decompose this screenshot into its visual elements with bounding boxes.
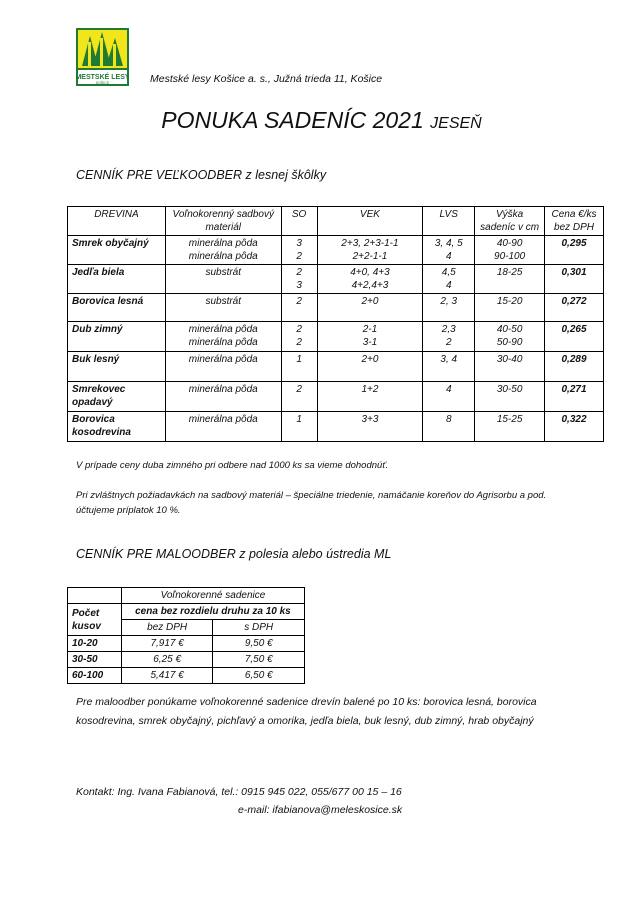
row-count: 10-20 <box>68 636 122 652</box>
row-lvs: 2,3 2 <box>423 322 475 352</box>
row-lvs: 8 <box>423 412 475 442</box>
wholesale-table <box>67 206 604 442</box>
row-price: 0,271 <box>545 382 604 412</box>
row-so: 3 2 <box>281 236 317 265</box>
row-lvs: 3, 4, 5 4 <box>423 236 475 265</box>
table-row <box>68 652 305 668</box>
row-vek: 2-1 3-1 <box>317 322 423 352</box>
row-price: 0,301 <box>545 265 604 294</box>
page-title <box>0 107 643 134</box>
row-name: Borovica kosodrevina <box>68 412 166 442</box>
table-row <box>68 322 604 352</box>
company-logo <box>76 28 129 86</box>
row-material: minerálna pôda <box>165 412 281 442</box>
row-vyska: 40-50 50-90 <box>475 322 545 352</box>
row-so: 2 <box>281 382 317 412</box>
row-lvs: 4,5 4 <box>423 265 475 294</box>
row-vyska: 15-25 <box>475 412 545 442</box>
retail-paragraph: Pre maloodber ponúkame voľnokorenné sadenice drevín balené po 10 ks: borovica lesná, borovica kosodrevina, smrek obyčajný, pichľavý a omorika, jedľa biela, buk lesný, dub zimný, hrab obyčajný <box>76 696 537 727</box>
note-oak-discount: V prípade ceny duba zimného pri odbere nad 1000 ks sa vieme dohodnúť. <box>76 460 389 471</box>
table-row <box>68 668 305 684</box>
title-season: JESEŇ <box>430 115 482 132</box>
row-count: 60-100 <box>68 668 122 684</box>
row-so: 1 <box>281 412 317 442</box>
table-row <box>68 294 604 322</box>
col-vek: VEK <box>317 207 423 236</box>
table-row <box>68 352 604 382</box>
row-without-vat: 6,25 € <box>121 652 213 668</box>
row-material: minerálna pôda minerálna pôda <box>165 236 281 265</box>
row-lvs: 2, 3 <box>423 294 475 322</box>
row-vyska: 30-50 <box>475 382 545 412</box>
row-lvs: 4 <box>423 382 475 412</box>
row-count: 30-50 <box>68 652 122 668</box>
row-material: substrát <box>165 265 281 294</box>
row-without-vat: 5,417 € <box>121 668 213 684</box>
row-without-vat: 7,917 € <box>121 636 213 652</box>
row-vek: 2+0 <box>317 294 423 322</box>
contact-line: Kontakt: Ing. Ivana Fabianová, tel.: 0915 945 022, 055/677 00 15 – 16 <box>76 786 402 798</box>
row-price: 0,265 <box>545 322 604 352</box>
row-name: Smrekovec opadavý <box>68 382 166 412</box>
wholesale-heading: CENNÍK PRE VEĽKOODBER z lesnej škôlky <box>76 168 327 182</box>
row-vyska: 40-90 90-100 <box>475 236 545 265</box>
retail-table <box>67 587 305 684</box>
row-name: Jedľa biela <box>68 265 166 294</box>
col-so: SO <box>281 207 317 236</box>
col-vyska: Výška sadeníc v cm <box>475 207 545 236</box>
retail-table-title: Voľnokorenné sadenice <box>121 588 304 604</box>
row-price: 0,289 <box>545 352 604 382</box>
row-material: minerálna pôda minerálna pôda <box>165 322 281 352</box>
row-so: 2 2 <box>281 322 317 352</box>
row-name: Smrek obyčajný <box>68 236 166 265</box>
row-vyska: 18-25 <box>475 265 545 294</box>
col-with-vat: s DPH <box>213 620 305 636</box>
row-with-vat: 9,50 € <box>213 636 305 652</box>
row-name: Borovica lesná <box>68 294 166 322</box>
row-vek: 2+3, 2+3-1-1 2+2-1-1 <box>317 236 423 265</box>
col-without-vat: bez DPH <box>121 620 213 636</box>
table-row <box>68 636 305 652</box>
col-lvs: LVS <box>423 207 475 236</box>
price-group-label: cena bez rozdielu druhu za 10 ks <box>121 604 304 620</box>
table-row <box>68 382 604 412</box>
note-surcharge: Pri zvláštnych požiadavkách na sadbový materiál – špeciálne triedenie, namáčanie koreňov do Agrisorbu a pod. účtujeme príplatok 10 %. <box>76 490 547 516</box>
row-material: substrát <box>165 294 281 322</box>
row-material: minerálna pôda <box>165 352 281 382</box>
row-vek: 2+0 <box>317 352 423 382</box>
table-row <box>68 265 604 294</box>
col-cena: Cena €/ks bez DPH <box>545 207 604 236</box>
row-so: 2 <box>281 294 317 322</box>
table-row <box>68 236 604 265</box>
row-price: 0,295 <box>545 236 604 265</box>
row-vek: 4+0, 4+3 4+2,4+3 <box>317 265 423 294</box>
contact-email: e-mail: ifabianova@meleskosice.sk <box>238 804 403 816</box>
col-drevina: DREVINA <box>68 207 166 236</box>
title-main: PONUKA SADENÍC 2021 <box>161 107 424 133</box>
retail-heading: CENNÍK PRE MALOODBER z polesia alebo ústredia ML <box>76 547 392 561</box>
row-so: 2 3 <box>281 265 317 294</box>
logo-subtext: KOŠICE <box>95 81 110 85</box>
row-price: 0,272 <box>545 294 604 322</box>
table-row <box>68 412 604 442</box>
count-label: Počet kusov <box>68 604 122 636</box>
row-with-vat: 7,50 € <box>213 652 305 668</box>
company-line: Mestské lesy Košice a. s., Južná trieda 11, Košice <box>150 73 383 85</box>
row-vek: 1+2 <box>317 382 423 412</box>
row-price: 0,322 <box>545 412 604 442</box>
row-with-vat: 6,50 € <box>213 668 305 684</box>
row-vyska: 15-20 <box>475 294 545 322</box>
row-name: Dub zimný <box>68 322 166 352</box>
row-vyska: 30-40 <box>475 352 545 382</box>
row-vek: 3+3 <box>317 412 423 442</box>
row-lvs: 3, 4 <box>423 352 475 382</box>
col-material: Voľnokorenný sadbový materiál <box>165 207 281 236</box>
row-so: 1 <box>281 352 317 382</box>
row-name: Buk lesný <box>68 352 166 382</box>
row-material: minerálna pôda <box>165 382 281 412</box>
logo-text: MESTSKÉ LESY <box>76 74 129 81</box>
